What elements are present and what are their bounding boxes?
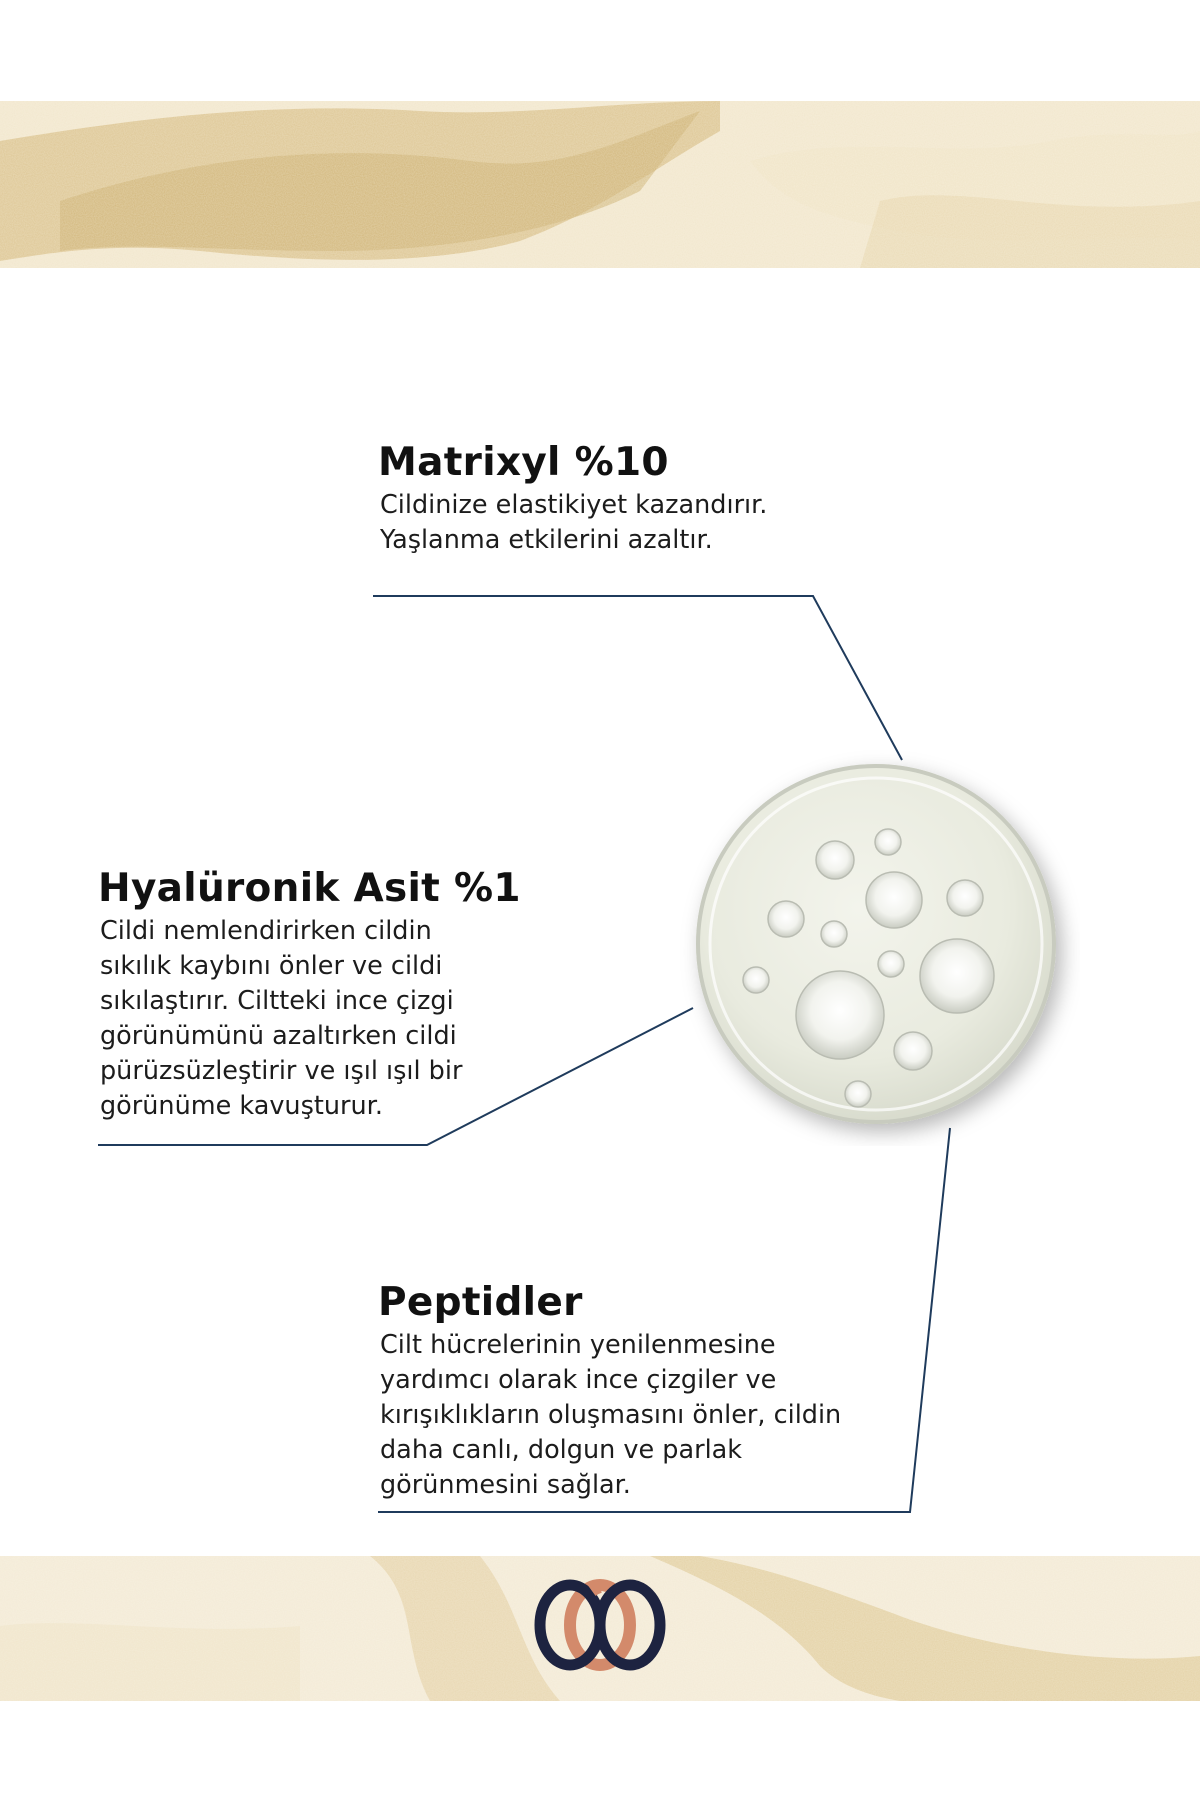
ingredient-peptides [378, 1280, 898, 1503]
description-line: Cildi nemlendirirken cildin [100, 916, 432, 946]
matrixyl-connector-line [373, 596, 902, 760]
ingredient-description [380, 1328, 898, 1503]
ingredient-matrixyl [378, 440, 898, 558]
description-line: görünümünü azaltırken cildi [100, 1021, 457, 1051]
description-line: Yaşlanma etkilerini azaltır. [380, 525, 713, 555]
ingredient-title: Matrixyl %10 [378, 440, 669, 485]
description-line: Cilt hücrelerinin yenilenmesine [380, 1330, 776, 1360]
description-line: sıkılık kaybını önler ve cildi [100, 951, 443, 981]
ingredient-description [100, 914, 528, 1124]
description-line: kırışıklıkların oluşmasını önler, cildin [380, 1400, 842, 1430]
brand-logo-rings [520, 1575, 680, 1675]
serum-drop-dish-image [680, 746, 1080, 1146]
description-line: yardımcı olarak ince çizgiler ve [380, 1365, 777, 1395]
ingredient-hyaluronic-acid [98, 866, 528, 1124]
description-line: Cildinize elastikiyet kazandırır. [380, 490, 768, 520]
description-line: görünüme kavuşturur. [100, 1091, 383, 1121]
description-line: pürüzsüzleştirir ve ışıl ışıl bir [100, 1056, 463, 1086]
description-line: sıkılaştırır. Ciltteki ince çizgi [100, 986, 454, 1016]
ingredient-title: Peptidler [378, 1280, 583, 1325]
description-line: görünmesini sağlar. [380, 1470, 631, 1500]
description-line: daha canlı, dolgun ve parlak [380, 1435, 743, 1465]
ingredient-description [380, 488, 898, 558]
ingredient-title: Hyalüronik Asit %1 [98, 866, 521, 911]
